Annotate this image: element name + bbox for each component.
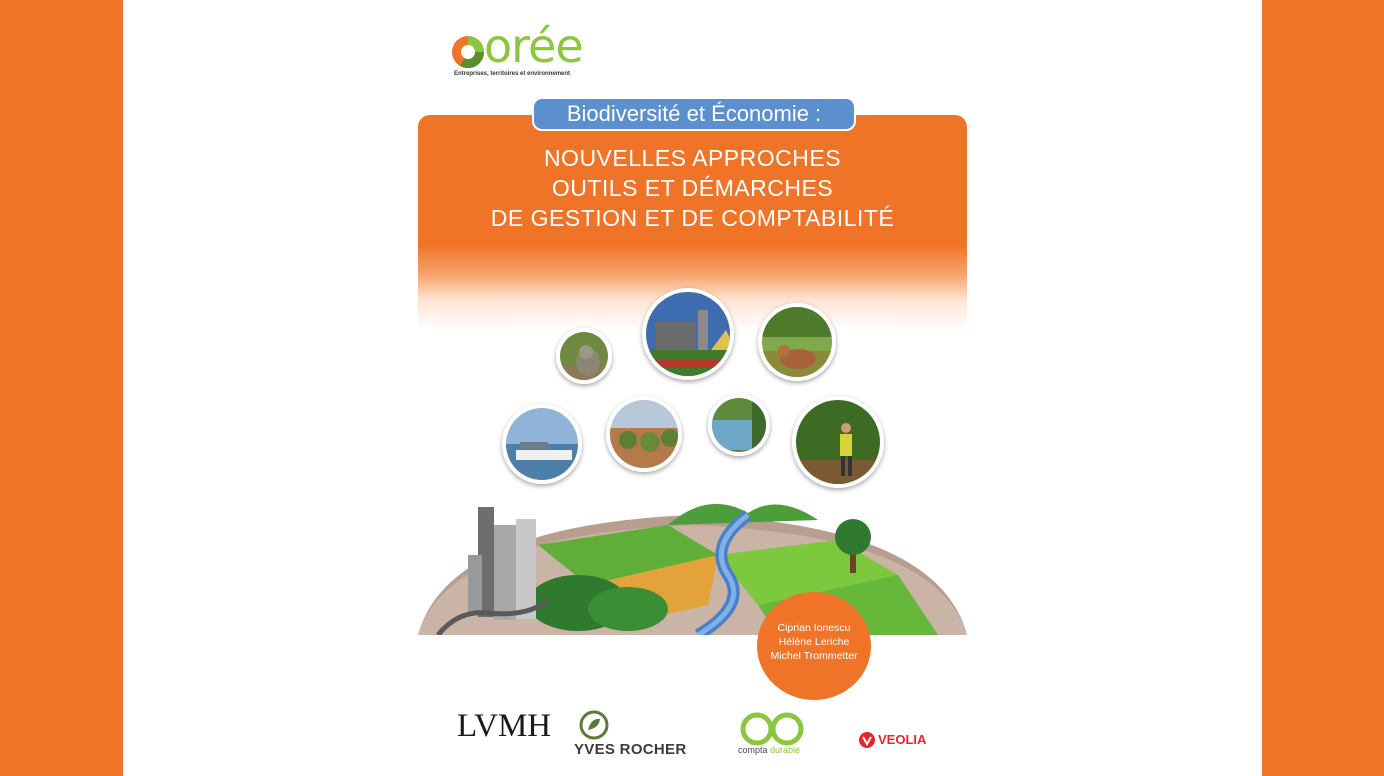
cow-photo <box>758 303 836 381</box>
authors-circle <box>757 592 871 700</box>
oree-wordmark: orée <box>484 19 583 73</box>
lvmh-logo: LVMH <box>457 708 552 744</box>
left-orange-border <box>0 0 123 776</box>
oree-tagline: Entreprises, territoires et environnement <box>454 71 571 77</box>
yves-rocher-leaf-icon <box>579 710 609 740</box>
title-line-2: OUTILS ET DÉMARCHES <box>551 175 834 201</box>
lake-photo <box>708 394 770 456</box>
compta-durable-logo <box>738 745 800 755</box>
compta-word: compta <box>738 745 768 755</box>
orchard-photo <box>606 396 682 472</box>
river-barge-photo <box>502 404 582 484</box>
yves-rocher-logo: YVES ROCHER <box>574 741 687 758</box>
author-1: Ciprian Ionescu <box>777 622 851 634</box>
title-line-1: NOUVELLES APPROCHES <box>543 145 842 171</box>
subtitle-pill: Biodiversité et Économie : <box>532 97 856 131</box>
factory-photo <box>642 288 734 380</box>
veolia-icon <box>858 731 876 749</box>
durable-word: durable <box>770 745 801 755</box>
compta-durable-icon <box>739 712 805 746</box>
title-line-3: DE GESTION ET DE COMPTABILITÉ <box>490 205 895 231</box>
monkey-photo <box>556 328 612 384</box>
oree-logo <box>450 19 590 82</box>
right-orange-border <box>1262 0 1384 776</box>
veolia-logo: VEOLIA <box>878 732 927 747</box>
author-3: Michel Trommetter <box>770 650 858 662</box>
forest-walker-photo <box>792 396 884 488</box>
author-2: Hélène Leriche <box>778 636 850 648</box>
landscape-illustration <box>418 485 967 635</box>
oree-o-icon <box>450 34 486 70</box>
